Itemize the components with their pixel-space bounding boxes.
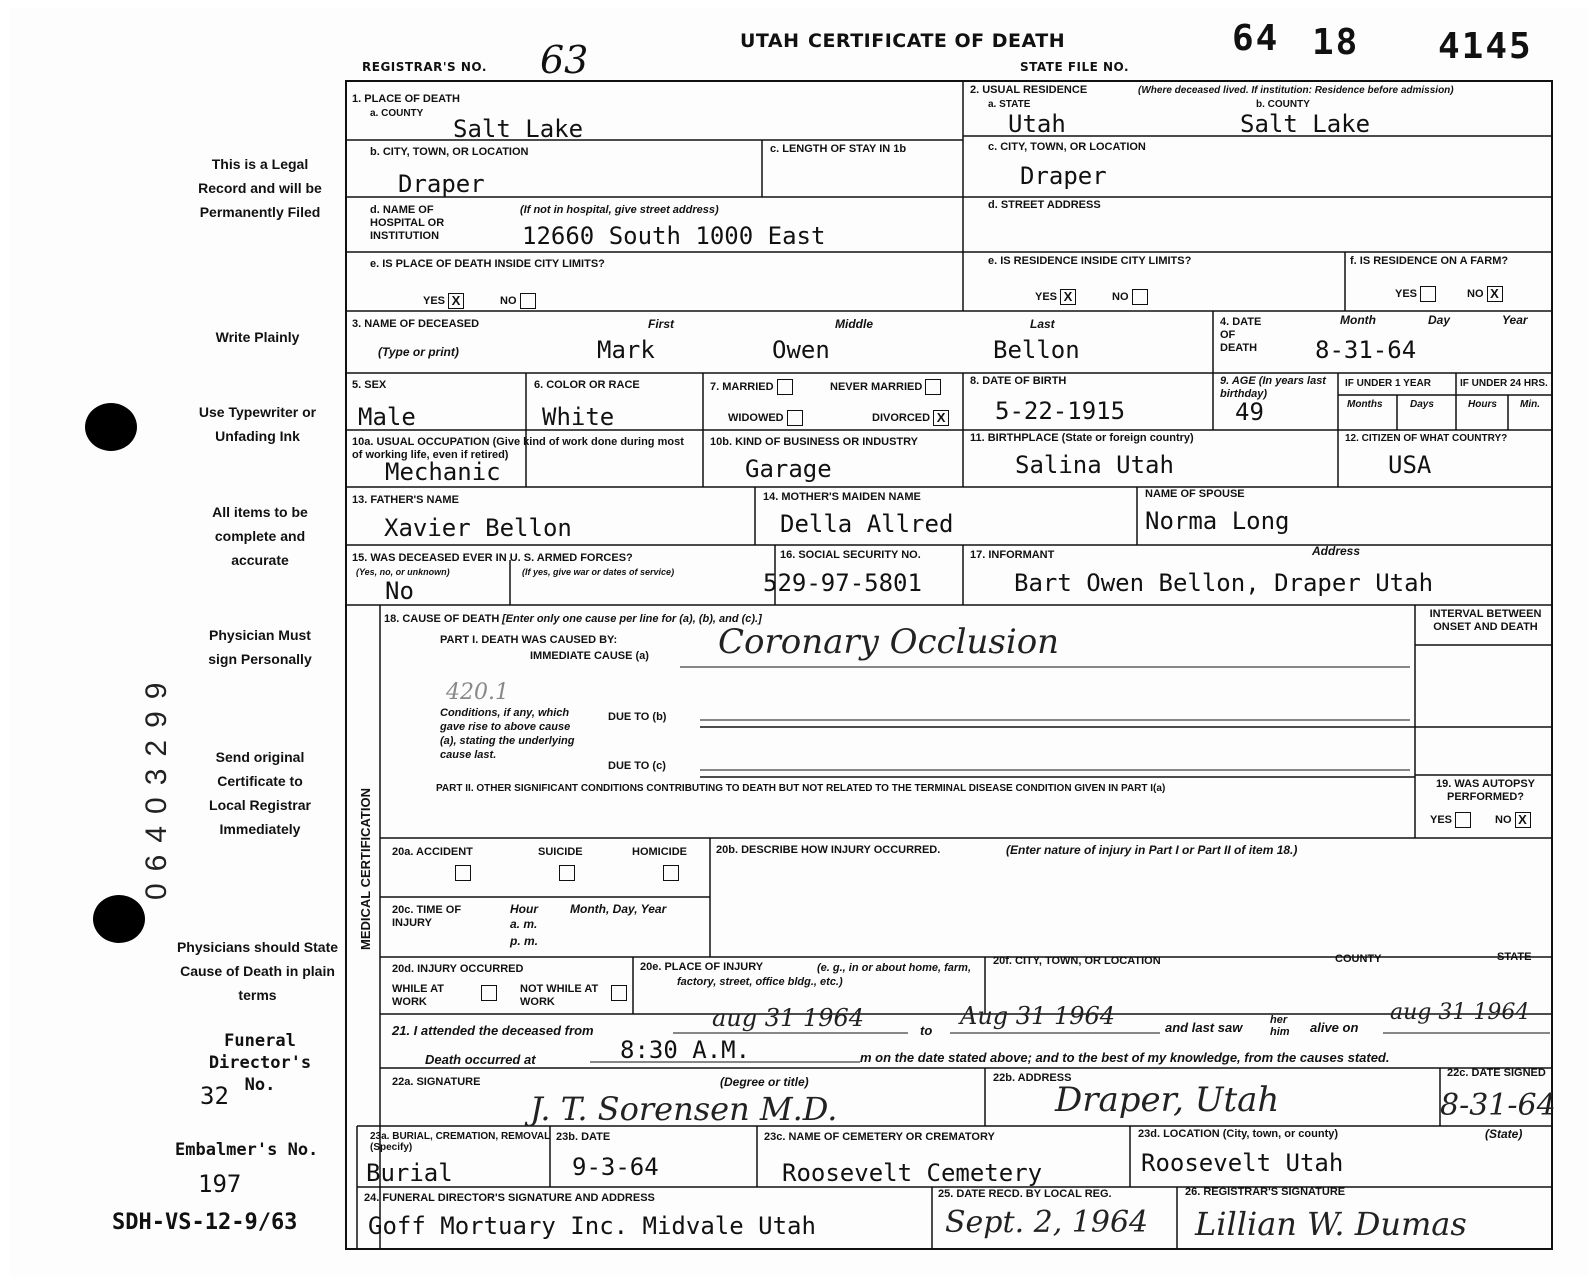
label-res-county: b. COUNTY: [1256, 99, 1310, 110]
file-number-part1: 64: [1232, 18, 1280, 59]
label-accident: 20a. ACCIDENT: [392, 846, 473, 858]
label-residence-note: (Where deceased lived. If institution: Residence before admission): [1138, 85, 1454, 96]
label-to: to: [920, 1023, 933, 1038]
label-business: 10b. KIND OF BUSINESS OR INDUSTRY: [710, 436, 919, 448]
physician-signature: J. T. Sorensen M.D.: [530, 1090, 838, 1128]
label-injury-county: COUNTY: [1335, 953, 1382, 965]
label-county: a. COUNTY: [370, 108, 424, 119]
label-armed-forces: 15. WAS DECEASED EVER IN U. S. ARMED FORCES?: [352, 552, 633, 564]
label-homicide: HOMICIDE: [632, 846, 687, 858]
death-time-value: 8:30 A.M.: [620, 1036, 751, 1064]
label-middle: Middle: [835, 317, 873, 331]
label-farm: f. IS RESIDENCE ON A FARM?: [1350, 255, 1509, 267]
res-inside-limits-no[interactable]: NO: [1112, 289, 1148, 305]
armed-forces-value: No: [385, 577, 414, 605]
label-burial-type: 23a. BURIAL, CREMATION, REMOVAL (Specify): [370, 1131, 551, 1153]
death-date-value: 8-31-64: [1315, 336, 1417, 364]
widowed-checkbox[interactable]: WIDOWED: [728, 410, 803, 426]
attended-from-value: aug 31 1964: [712, 1004, 865, 1032]
cause-plain-note: Physicians should State Cause of Death in plain terms: [176, 939, 339, 1003]
label-alive-on: alive on: [1310, 1020, 1359, 1035]
date-received-value: Sept. 2, 1964: [945, 1205, 1149, 1240]
burial-value: Burial: [366, 1159, 453, 1187]
farm-yes[interactable]: YES: [1395, 286, 1436, 302]
label-registrar-signature: 26. REGISTRAR'S SIGNATURE: [1185, 1186, 1346, 1198]
label-birthplace: 11. BIRTHPLACE (State or foreign country): [970, 432, 1194, 444]
label-hospital-note: (If not in hospital, give street address): [520, 204, 719, 216]
label-hospital: d. NAME OF HOSPITAL OR INSTITUTION: [370, 204, 445, 242]
label-injury-note: (Enter nature of injury in Part I or Part II of item 18.): [1006, 843, 1298, 857]
label-signature: 22a. SIGNATURE: [392, 1076, 481, 1088]
label-autopsy: 19. WAS AUTOPSY PERFORMED?: [1435, 778, 1536, 803]
last-name-value: Bellon: [993, 336, 1080, 364]
middle-name-value: Owen: [772, 336, 830, 364]
registrar-number: 63: [540, 38, 589, 82]
business-value: Garage: [745, 455, 832, 483]
label-due-to-b: DUE TO (b): [608, 711, 667, 723]
never-married-checkbox[interactable]: NEVER MARRIED: [830, 379, 941, 395]
inside-limits-no[interactable]: NO: [500, 293, 536, 309]
form-code: SDH-VS-12-9/63: [112, 1210, 298, 1235]
label-type-print: (Type or print): [378, 345, 459, 359]
label-ssn: 16. SOCIAL SECURITY NO.: [780, 549, 921, 561]
birthplace-value: Salina Utah: [1015, 451, 1174, 479]
birth-date-value: 5-22-1915: [995, 397, 1126, 425]
informant-value: Bart Owen Bellon, Draper Utah: [1014, 569, 1434, 597]
label-place-of-injury: 20e. PLACE OF INJURY: [640, 961, 764, 973]
attended-to-value: Aug 31 1964: [960, 1002, 1116, 1030]
label-cause-of-death: 18. CAUSE OF DEATH: [384, 613, 500, 625]
label-degree: (Degree or title): [720, 1075, 809, 1089]
funeral-director-number: 32: [200, 1082, 229, 1110]
county-value: Salt Lake: [453, 115, 584, 143]
farm-no[interactable]: NO X: [1467, 286, 1503, 302]
label-first: First: [648, 317, 675, 331]
label-date-received: 25. DATE RECD. BY LOCAL REG.: [938, 1188, 1112, 1200]
first-name-value: Mark: [597, 336, 655, 364]
cause-of-death-value: Coronary Occlusion: [718, 622, 1060, 662]
label-time-of-injury: 20c. TIME OF INJURY: [392, 904, 462, 929]
while-at-work-checkbox[interactable]: WHILE AT WORK: [392, 983, 444, 1008]
label-months: Months: [1347, 399, 1383, 410]
not-while-at-work-box[interactable]: [611, 985, 627, 1001]
race-value: White: [542, 403, 615, 431]
label-city: b. CITY, TOWN, OR LOCATION: [370, 146, 529, 158]
label-place-of-injury-note: (e. g., in or about home, farm, factory, street, office bldg., etc.): [677, 962, 972, 988]
items-complete-note: All items to be complete and accurate: [212, 504, 308, 568]
state-file-label: STATE FILE NO.: [1020, 60, 1130, 74]
label-cause-note: [Enter only one cause per line for (a), (b), and (c).]: [502, 613, 762, 625]
legal-record-note: This is a Legal Record and will be Permanently Filed: [198, 156, 322, 220]
label-length-of-stay: c. LENGTH OF STAY IN 1b: [770, 143, 907, 155]
send-original-note: Send original Certificate to Local Registrar Immediately: [209, 749, 311, 837]
homicide-checkbox[interactable]: [663, 865, 679, 881]
autopsy-no[interactable]: NO X: [1495, 812, 1531, 828]
file-number-part3: 4145: [1438, 26, 1533, 67]
age-value: 49: [1235, 398, 1264, 426]
funeral-director-value: Goff Mortuary Inc. Midvale Utah: [368, 1212, 816, 1240]
occupation-value: Mechanic: [385, 458, 501, 486]
label-minutes: Min.: [1520, 399, 1540, 410]
label-place-of-death: 1. PLACE OF DEATH: [352, 93, 460, 105]
label-race: 6. COLOR OR RACE: [534, 379, 640, 391]
date-signed-value: 8-31-64: [1440, 1088, 1556, 1123]
physician-address-value: Draper, Utah: [1055, 1080, 1280, 1120]
label-her-him: her him: [1270, 1014, 1290, 1038]
label-death-occurred: Death occurred at: [425, 1052, 536, 1067]
alive-on-value: aug 31 1964: [1390, 1000, 1530, 1025]
label-father: 13. FATHER'S NAME: [352, 494, 459, 506]
label-res-inside-limits: e. IS RESIDENCE INSIDE CITY LIMITS?: [988, 255, 1192, 267]
label-on-date: m on the date stated above; and to the best of my knowledge, from the causes stated.: [860, 1050, 1390, 1065]
label-part1: PART I. DEATH WAS CAUSED BY:: [440, 634, 618, 646]
label-month-day-year: Month, Day, Year: [570, 902, 667, 916]
ssn-value: 529-97-5801: [763, 569, 922, 597]
label-day: Day: [1428, 313, 1451, 327]
label-injury-description: 20b. DESCRIBE HOW INJURY OCCURRED.: [716, 844, 941, 856]
res-inside-limits-yes[interactable]: YES X: [1035, 289, 1076, 305]
embalmer-number: 197: [198, 1170, 242, 1198]
label-funeral-director: 24. FUNERAL DIRECTOR'S SIGNATURE AND ADDRESS: [364, 1192, 655, 1204]
page-title: CERTIFICATE OF DEATH: [808, 30, 1066, 52]
label-age: 9. AGE (In years last birthday): [1220, 375, 1326, 400]
cause-code: 420.1: [446, 680, 509, 705]
label-date-of-birth: 8. DATE OF BIRTH: [970, 375, 1067, 387]
cemetery-value: Roosevelt Cemetery: [782, 1159, 1043, 1187]
label-immediate-cause: IMMEDIATE CAUSE (a): [530, 650, 649, 662]
label-due-to-c: DUE TO (c): [608, 760, 666, 772]
father-value: Xavier Bellon: [384, 514, 572, 542]
label-sex: 5. SEX: [352, 379, 387, 391]
label-address: 22b. ADDRESS: [993, 1072, 1072, 1084]
label-res-city: c. CITY, TOWN, OR LOCATION: [988, 141, 1146, 153]
label-citizen: 12. CITIZEN OF WHAT COUNTRY?: [1345, 433, 1508, 444]
citizen-value: USA: [1388, 451, 1432, 479]
label-last-saw: and last saw: [1165, 1020, 1243, 1035]
label-conditions: Conditions, if any, which gave rise to above cause (a), stating the underlying cause last.: [440, 707, 575, 761]
label-part2: PART II. OTHER SIGNIFICANT CONDITIONS CONTRIBUTING TO DEATH BUT NOT RELATED TO THE TERMINAL DISEASE CONDITION GIVEN IN PART I(a): [436, 783, 1166, 794]
embalmer-label: Embalmer's No.: [175, 1140, 319, 1160]
label-am: a. m.: [510, 917, 538, 931]
label-inside-city-limits: e. IS PLACE OF DEATH INSIDE CITY LIMITS?: [370, 258, 605, 270]
married-checkbox[interactable]: 7. MARRIED: [710, 379, 793, 395]
burial-date-value: 9-3-64: [572, 1153, 659, 1181]
label-armed-forces-note: (Yes, no, or unknown): [356, 567, 450, 577]
funeral-director-label: Funeral Director's No.: [208, 1031, 312, 1095]
label-mother: 14. MOTHER'S MAIDEN NAME: [763, 491, 921, 503]
typewriter-note: Use Typewriter or Unfading Ink: [198, 404, 317, 444]
label-location: 23d. LOCATION (City, town, or county): [1138, 1128, 1339, 1140]
label-burial-date: 23b. DATE: [556, 1131, 611, 1143]
registrar-signature: Lillian W. Dumas: [1195, 1205, 1467, 1243]
label-date-signed: 22c. DATE SIGNED: [1447, 1067, 1546, 1079]
sex-value: Male: [358, 403, 416, 431]
label-injury-state: STATE: [1497, 951, 1532, 963]
label-suicide: SUICIDE: [538, 846, 583, 858]
label-state: a. STATE: [988, 99, 1031, 110]
serial-number: 06403299: [140, 670, 173, 900]
label-year: Year: [1502, 313, 1528, 327]
accident-checkbox[interactable]: [455, 865, 471, 881]
mother-value: Della Allred: [780, 510, 954, 538]
label-service-note: (If yes, give war or dates of service): [522, 567, 675, 577]
label-date-of-death: 4. DATE OF DEATH: [1220, 316, 1262, 354]
label-informant: 17. INFORMANT: [970, 549, 1055, 561]
divorced-checkbox[interactable]: DIVORCED X: [872, 410, 949, 426]
file-number-part2: 18: [1312, 22, 1360, 63]
label-last: Last: [1030, 317, 1055, 331]
label-interval: INTERVAL BETWEEN ONSET AND DEATH: [1429, 608, 1542, 633]
label-location-state: (State): [1485, 1127, 1523, 1141]
hospital-value: 12660 South 1000 East: [522, 222, 826, 250]
label-hour: Hour: [510, 902, 538, 916]
suicide-checkbox[interactable]: [559, 865, 575, 881]
label-usual-residence: 2. USUAL RESIDENCE: [970, 84, 1088, 96]
label-injury-city: 20f. CITY, TOWN, OR LOCATION: [993, 955, 1161, 967]
location-value: Roosevelt Utah: [1141, 1149, 1344, 1177]
title-state: UTAH: [740, 30, 800, 52]
registrar-label: REGISTRAR'S NO.: [362, 60, 487, 74]
inside-limits-yes[interactable]: YES X: [423, 293, 464, 309]
label-injury-occurred: 20d. INJURY OCCURRED: [392, 963, 524, 975]
label-days: Days: [1410, 399, 1434, 410]
residence-city-value: Draper: [1020, 162, 1107, 190]
label-cemetery: 23c. NAME OF CEMETERY OR CREMATORY: [764, 1131, 995, 1143]
label-under-24-hours: IF UNDER 24 HRS.: [1460, 378, 1548, 389]
label-pm: p. m.: [510, 934, 539, 948]
physician-sign-note: Physician Must sign Personally: [208, 627, 312, 667]
label-name-deceased: 3. NAME OF DECEASED: [352, 318, 480, 330]
label-hours: Hours: [1468, 399, 1497, 410]
not-while-at-work-checkbox[interactable]: NOT WHILE AT WORK: [520, 983, 599, 1008]
spouse-value: Norma Long: [1145, 507, 1290, 535]
label-attended: 21. I attended the deceased from: [392, 1023, 594, 1038]
autopsy-yes[interactable]: YES: [1430, 812, 1471, 828]
label-spouse: NAME OF SPOUSE: [1145, 488, 1245, 500]
label-occupation: 10a. USUAL OCCUPATION (Give kind of work done during most of working life, even if retired): [352, 436, 684, 461]
label-month: Month: [1340, 313, 1376, 327]
label-under-1-year: IF UNDER 1 YEAR: [1345, 378, 1431, 389]
residence-county-value: Salt Lake: [1240, 110, 1371, 138]
residence-state-value: Utah: [1008, 110, 1066, 138]
label-informant-address: Address: [1312, 544, 1361, 558]
while-at-work-box[interactable]: [481, 985, 497, 1001]
write-plainly-note: Write Plainly: [215, 329, 300, 345]
city-value: Draper: [398, 170, 485, 198]
medical-certification-label: MEDICAL CERTIFICATION: [358, 787, 373, 950]
label-street-address: d. STREET ADDRESS: [988, 199, 1101, 211]
